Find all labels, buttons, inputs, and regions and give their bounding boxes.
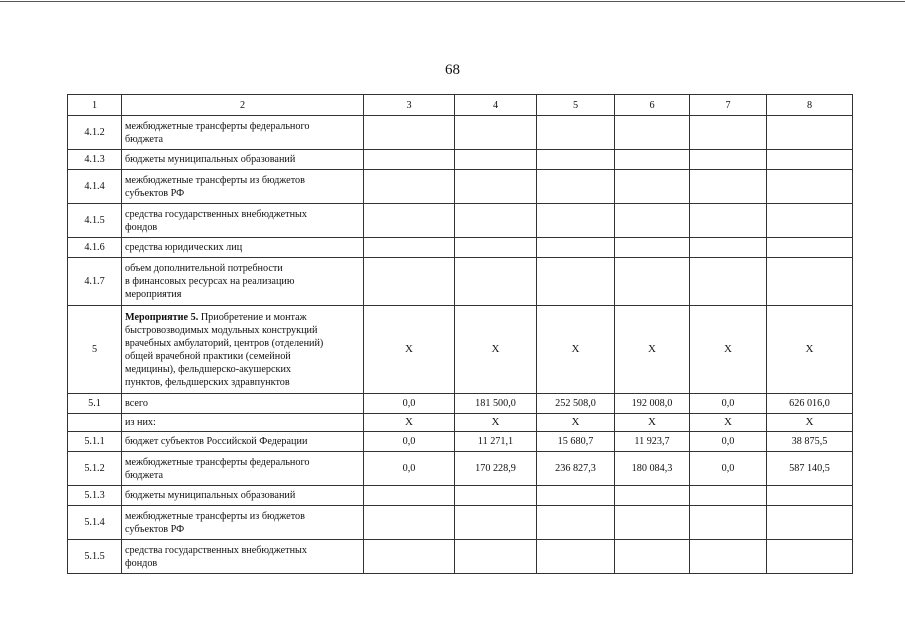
description-line: субъектов РФ (125, 187, 185, 199)
value-cell (455, 258, 537, 306)
value-cell (767, 150, 853, 170)
row-description (122, 452, 364, 486)
value-cell: 0,0 (690, 394, 767, 414)
value-cell: 587 140,5 (767, 452, 853, 486)
row-number: 5 (68, 306, 122, 394)
value-cell: Х (690, 414, 767, 432)
value-cell (364, 238, 455, 258)
value-cell (615, 238, 690, 258)
value-cell: 11 923,7 (615, 432, 690, 452)
row-description (122, 432, 364, 452)
value-cell: Х (537, 414, 615, 432)
value-cell (690, 116, 767, 150)
row-number: 5.1.1 (68, 432, 122, 452)
row-number: 4.1.3 (68, 150, 122, 170)
value-cell (364, 506, 455, 540)
table-row (68, 414, 853, 432)
row-description (122, 116, 364, 150)
row-description (122, 506, 364, 540)
value-cell (690, 204, 767, 238)
value-cell (767, 486, 853, 506)
value-cell (767, 238, 853, 258)
value-cell (690, 540, 767, 574)
event-title: Мероприятие 5. (125, 311, 199, 323)
header-cell: 6 (615, 95, 690, 116)
row-description (122, 170, 364, 204)
value-cell (767, 170, 853, 204)
header-cell: 7 (690, 95, 767, 116)
header-cell: 4 (455, 95, 537, 116)
value-cell (537, 258, 615, 306)
value-cell: Х (767, 306, 853, 394)
value-cell (537, 116, 615, 150)
value-cell (364, 150, 455, 170)
description-line: средства государственных внебюджетных (125, 544, 307, 556)
value-cell (615, 170, 690, 204)
value-cell (455, 540, 537, 574)
value-cell (455, 486, 537, 506)
header-cell: 2 (122, 95, 364, 116)
value-cell: 0,0 (690, 432, 767, 452)
value-cell (537, 150, 615, 170)
description-line: врачебных амбулаторий, центров (отделений) (125, 337, 324, 349)
budget-table (67, 94, 853, 574)
value-cell: Х (615, 306, 690, 394)
row-description (122, 394, 364, 414)
description-line: быстровозводимых модульных конструкций (125, 324, 318, 336)
value-cell: 0,0 (690, 452, 767, 486)
table-row (68, 540, 853, 574)
value-cell: 181 500,0 (455, 394, 537, 414)
header-cell: 3 (364, 95, 455, 116)
description-line: из них: (125, 417, 156, 428)
header-cell: 8 (767, 95, 853, 116)
value-cell (364, 116, 455, 150)
row-number: 4.1.7 (68, 258, 122, 306)
table-row (68, 506, 853, 540)
value-cell (690, 258, 767, 306)
description-line: средства юридических лиц (125, 242, 243, 253)
description-line: межбюджетные трансферты федерального (125, 120, 310, 132)
row-description (122, 258, 364, 306)
header-row (68, 95, 853, 116)
value-cell (615, 150, 690, 170)
header-cell: 5 (537, 95, 615, 116)
table-row (68, 394, 853, 414)
value-cell: 0,0 (364, 432, 455, 452)
value-cell: 192 008,0 (615, 394, 690, 414)
row-number (68, 414, 122, 432)
value-cell (364, 540, 455, 574)
value-cell (615, 506, 690, 540)
description-line: в финансовых ресурсах на реализацию (125, 276, 295, 287)
value-cell (455, 204, 537, 238)
row-description (122, 486, 364, 506)
table-body (68, 116, 853, 574)
value-cell (455, 150, 537, 170)
description-line: общей врачебной практики (семейной (125, 350, 291, 362)
value-cell (364, 258, 455, 306)
row-number: 5.1.5 (68, 540, 122, 574)
value-cell (767, 258, 853, 306)
description-line: бюджет субъектов Российской Федерации (125, 436, 308, 447)
row-number: 5.1.3 (68, 486, 122, 506)
row-description (122, 414, 364, 432)
value-cell (767, 204, 853, 238)
value-cell: Х (767, 414, 853, 432)
value-cell (364, 204, 455, 238)
value-cell (455, 506, 537, 540)
value-cell (690, 506, 767, 540)
value-cell (615, 258, 690, 306)
table-row (68, 486, 853, 506)
value-cell (615, 116, 690, 150)
description-line: пунктов, фельдшерских здравпунктов (125, 376, 290, 388)
value-cell (615, 540, 690, 574)
value-cell: Х (455, 306, 537, 394)
value-cell (537, 506, 615, 540)
description-line: бюджеты муниципальных образований (125, 490, 296, 501)
description-line: межбюджетные трансферты федерального (125, 456, 310, 468)
value-cell: 180 084,3 (615, 452, 690, 486)
row-description (122, 540, 364, 574)
table-row (68, 306, 853, 394)
description-line: бюджета (125, 469, 163, 481)
row-description (122, 204, 364, 238)
value-cell: 626 016,0 (767, 394, 853, 414)
value-cell: Х (455, 414, 537, 432)
value-cell (767, 506, 853, 540)
table-row (68, 258, 853, 306)
description-line: субъектов РФ (125, 523, 185, 535)
value-cell (690, 486, 767, 506)
value-cell (537, 540, 615, 574)
value-cell (767, 116, 853, 150)
header-cell: 1 (68, 95, 122, 116)
value-cell (690, 150, 767, 170)
table-row (68, 432, 853, 452)
description-line: средства государственных внебюджетных (125, 208, 307, 220)
description-line: Приобретение и монтаж (198, 311, 307, 323)
value-cell: Х (537, 306, 615, 394)
description-line: объем дополнительной потребности (125, 263, 283, 274)
value-cell: 15 680,7 (537, 432, 615, 452)
row-number: 5.1 (68, 394, 122, 414)
value-cell: 0,0 (364, 394, 455, 414)
top-rule (0, 1, 905, 2)
table-row (68, 150, 853, 170)
description-line: фондов (125, 557, 158, 569)
value-cell: 11 271,1 (455, 432, 537, 452)
value-cell (537, 204, 615, 238)
description-line: межбюджетные трансферты из бюджетов (125, 174, 305, 186)
value-cell (364, 486, 455, 506)
description-line: бюджета (125, 133, 163, 145)
value-cell: Х (364, 414, 455, 432)
row-number: 4.1.2 (68, 116, 122, 150)
table-row (68, 170, 853, 204)
description-line: мероприятия (125, 289, 182, 300)
row-number: 4.1.6 (68, 238, 122, 258)
row-number: 4.1.4 (68, 170, 122, 204)
value-cell (455, 116, 537, 150)
table-row (68, 116, 853, 150)
value-cell (364, 170, 455, 204)
value-cell (537, 238, 615, 258)
row-description (122, 306, 364, 394)
value-cell (537, 486, 615, 506)
description-line: межбюджетные трансферты из бюджетов (125, 510, 305, 522)
table-row (68, 452, 853, 486)
value-cell: Х (690, 306, 767, 394)
row-description (122, 150, 364, 170)
row-number: 5.1.4 (68, 506, 122, 540)
value-cell: 236 827,3 (537, 452, 615, 486)
value-cell (615, 486, 690, 506)
row-number: 4.1.5 (68, 204, 122, 238)
description-line: всего (125, 398, 148, 409)
value-cell (690, 238, 767, 258)
description-line: фондов (125, 221, 158, 233)
value-cell: 170 228,9 (455, 452, 537, 486)
value-cell (767, 540, 853, 574)
row-number: 5.1.2 (68, 452, 122, 486)
value-cell (537, 170, 615, 204)
table-row (68, 238, 853, 258)
value-cell: 0,0 (364, 452, 455, 486)
value-cell (690, 170, 767, 204)
value-cell (455, 238, 537, 258)
value-cell: 38 875,5 (767, 432, 853, 452)
value-cell (615, 204, 690, 238)
value-cell: Х (364, 306, 455, 394)
description-line: медицины), фельдшерско-акушерских (125, 363, 291, 375)
table-row (68, 204, 853, 238)
value-cell: 252 508,0 (537, 394, 615, 414)
page-number: 68 (445, 62, 460, 78)
description-line: бюджеты муниципальных образований (125, 154, 296, 165)
row-description (122, 238, 364, 258)
value-cell (455, 170, 537, 204)
value-cell: Х (615, 414, 690, 432)
